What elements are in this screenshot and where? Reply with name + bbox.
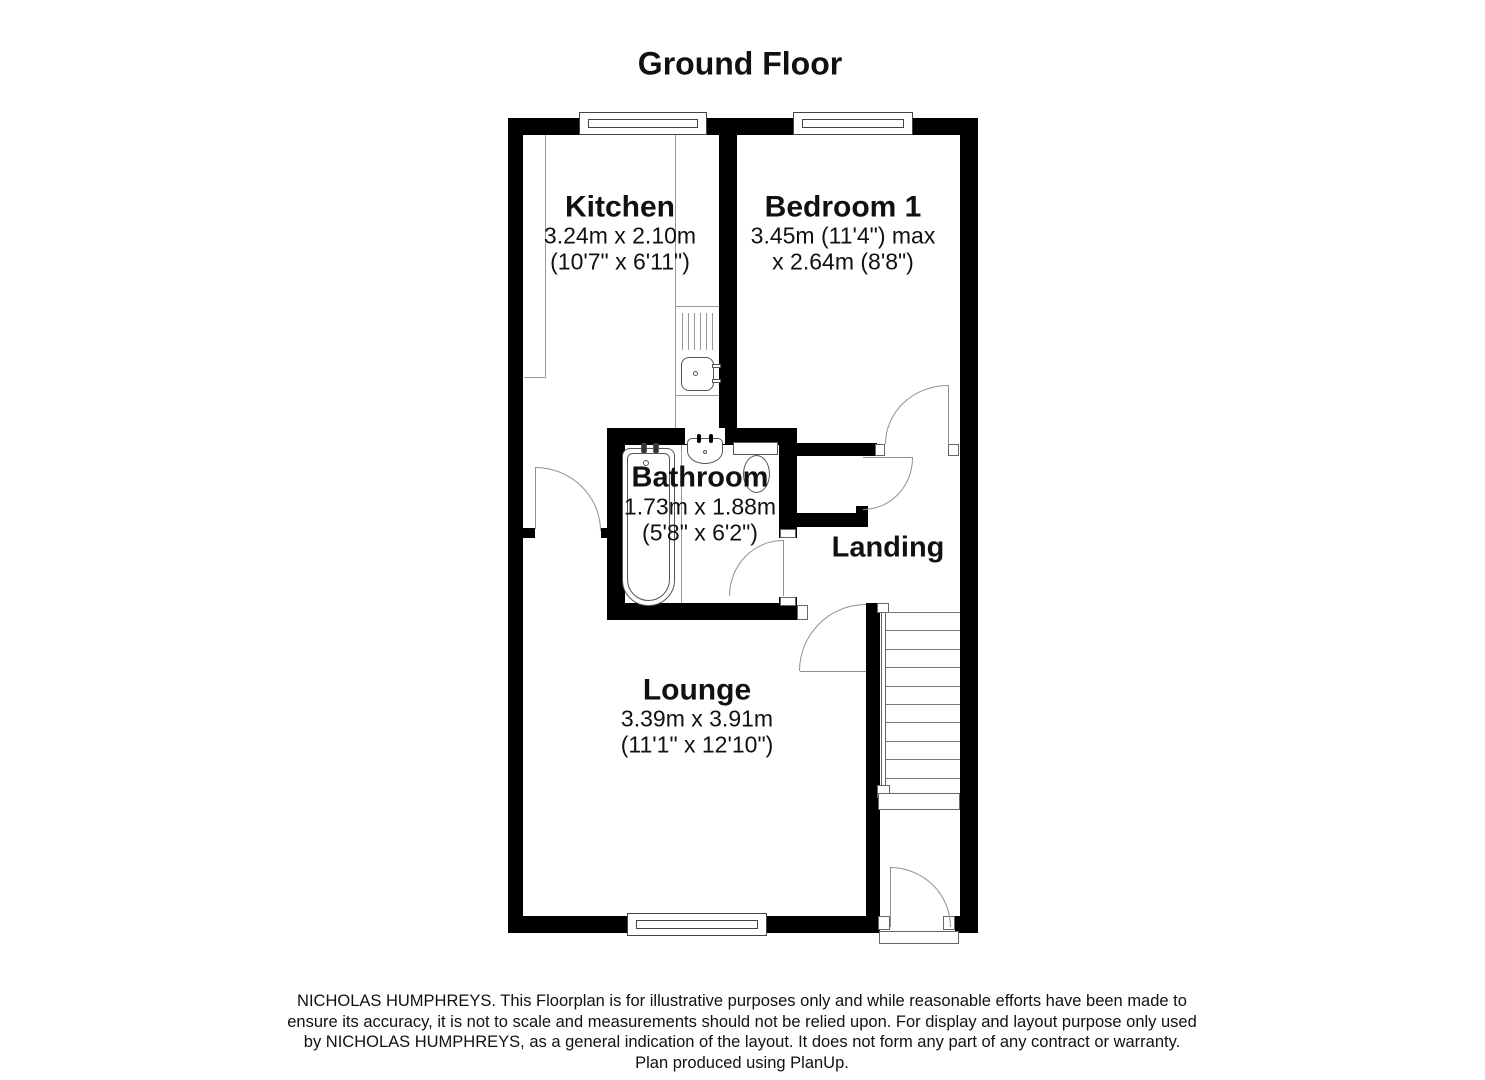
kitchen-counter-left-endcap (524, 377, 545, 378)
toilet-cistern (733, 442, 778, 455)
wall-bedroom-landing (779, 443, 877, 456)
stair-tread (886, 630, 960, 631)
bathroom-dims-imperial: (5'8" x 6'2") (642, 519, 758, 546)
bathroom-door-jamb (780, 529, 796, 538)
lounge-dims-imperial: (11'1" x 12'10") (620, 731, 774, 758)
landing-label (832, 533, 945, 564)
lounge-door-leaf (800, 671, 866, 672)
landing-name: Landing (831, 531, 945, 564)
bedroom-window-pane (802, 119, 904, 128)
kitchen-sink-drain (693, 371, 698, 376)
wall-kitchen-bedroom-divider (719, 135, 737, 428)
wash-basin-drain (703, 450, 707, 454)
kitchen-label (544, 192, 696, 275)
stair-tread (886, 778, 960, 779)
kitchen-window-pane (588, 119, 698, 128)
front-door-threshold (879, 931, 959, 944)
lounge-door-jamb (797, 605, 808, 620)
lounge-door-swing (799, 604, 866, 671)
sink-unit-bottom-line (675, 395, 719, 396)
kitchen-tap (712, 364, 721, 368)
page-title: Ground Floor (637, 45, 843, 82)
kitchen-dims-imperial: (10'7" x 6'11") (550, 248, 690, 275)
disclaimer (287, 991, 1197, 1073)
lounge-dims-metric: 3.39m x 3.91m (620, 705, 774, 732)
kitchen-tap-handle (721, 362, 726, 369)
kitchen-counter-right-edge (675, 135, 676, 428)
bedroom1-label (751, 192, 936, 275)
basin-tap (697, 434, 701, 443)
bathroom-door-leaf (783, 540, 784, 596)
bedroom-door-leaf (948, 385, 949, 444)
stair-tread (886, 759, 960, 760)
bedroom1-name: Bedroom 1 (764, 190, 922, 224)
stairs-bottom-step (878, 793, 960, 810)
draining-board-line (682, 313, 683, 350)
wall-stairs-side (866, 603, 880, 917)
kitchen-tap (712, 379, 721, 383)
draining-board-line (706, 313, 707, 350)
bedroom-door-swing (885, 385, 948, 444)
lounge-label (621, 675, 774, 758)
stair-tread (886, 686, 960, 687)
wall-closet-bottom (779, 513, 868, 527)
stair-tread (886, 612, 960, 613)
bedroom-door-jamb (875, 444, 885, 456)
wall-right (960, 118, 978, 933)
bathtub-tap (653, 443, 659, 454)
stair-tread (886, 649, 960, 650)
draining-board-line (688, 313, 689, 350)
bathroom-door-jamb (780, 597, 796, 606)
disclaimer-line: NICHOLAS HUMPHREYS. This Floorplan is for illustrative purposes only and while reasonable efforts have been made to (297, 992, 1187, 1010)
stair-tread (886, 722, 960, 723)
draining-board-line (712, 313, 713, 350)
front-door-swing (890, 867, 951, 927)
bathroom-dims-metric: 1.73m x 1.88m (623, 493, 777, 520)
kitchen-tap-handle (721, 377, 726, 384)
stair-tread (886, 704, 960, 705)
bedroom1-dims-line2: x 2.64m (8'8") (772, 248, 914, 275)
basin-tap (709, 434, 713, 443)
kitchen-door-swing (535, 467, 601, 531)
lounge-window-pane (636, 920, 758, 929)
bathtub-tap (641, 443, 647, 454)
stair-tread (886, 667, 960, 668)
kitchen-name: Kitchen (564, 190, 676, 224)
sink-unit-top-line (675, 306, 719, 307)
bedroom1-dims-line1: 3.45m (11'4") max (750, 222, 936, 249)
wall-bathroom-bottom (607, 603, 797, 620)
stairs-handrail (881, 607, 886, 791)
stair-tread (886, 741, 960, 742)
disclaimer-line: by NICHOLAS HUMPHREYS, as a general indication of the layout. It does not form any part of any contract or warranty. (303, 1033, 1181, 1051)
draining-board-line (694, 313, 695, 350)
bathroom-name: Bathroom (631, 461, 769, 494)
lounge-name: Lounge (642, 673, 752, 707)
front-door-jamb (878, 916, 890, 930)
bathroom-door-swing (729, 540, 783, 596)
wall-left (508, 118, 523, 933)
disclaimer-line: ensure its accuracy, it is not to scale and measurements should not be relied upon. For display and layout purpose only used (287, 1012, 1197, 1031)
disclaimer-line: Plan produced using PlanUp. (635, 1053, 849, 1072)
bathroom-label (624, 463, 776, 546)
draining-board-line (700, 313, 701, 350)
closet-door-swing (863, 458, 913, 510)
bedroom-door-jamb (948, 444, 959, 456)
kitchen-dims-metric: 3.24m x 2.10m (543, 222, 697, 249)
